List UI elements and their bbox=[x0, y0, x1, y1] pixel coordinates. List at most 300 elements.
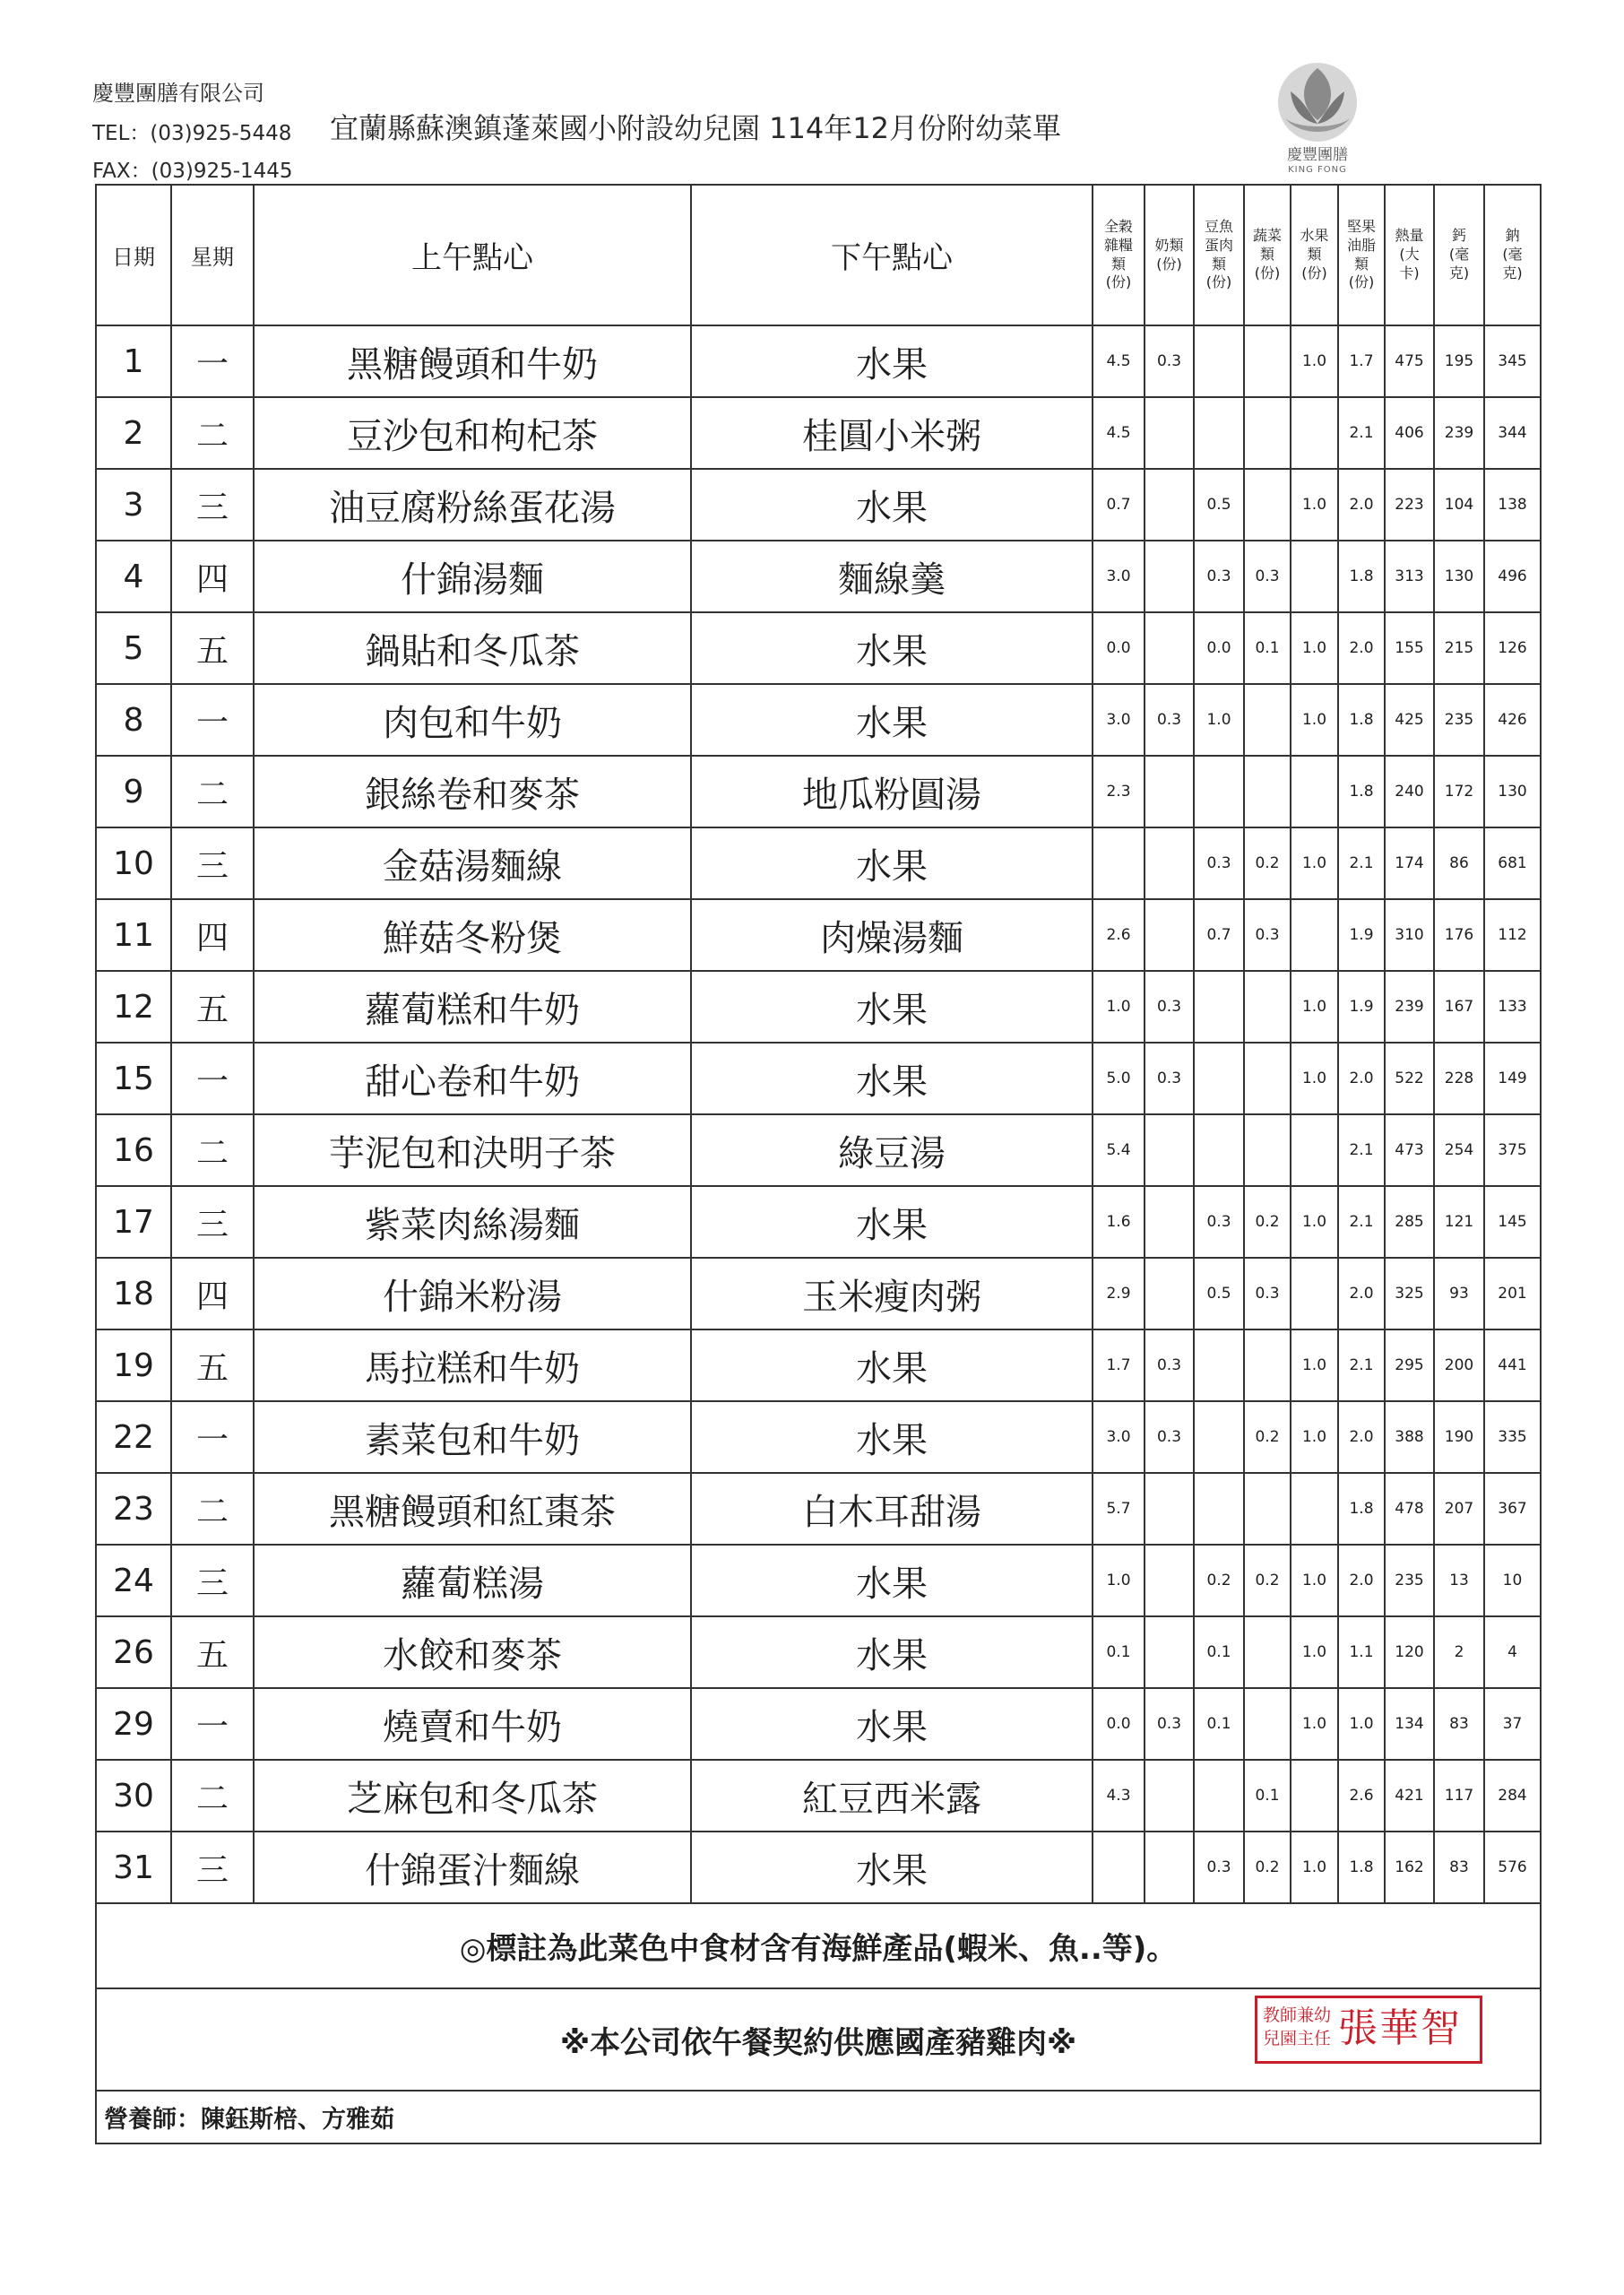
day-weekday: 一 bbox=[171, 1043, 254, 1114]
grains-servings: 0.1 bbox=[1093, 1616, 1145, 1688]
morning-snack: 油豆腐粉絲蛋花湯 bbox=[254, 469, 691, 541]
grains-servings: 5.0 bbox=[1093, 1043, 1145, 1114]
day-weekday: 五 bbox=[171, 971, 254, 1043]
protein-servings: 0.1 bbox=[1194, 1616, 1244, 1688]
day-date: 29 bbox=[96, 1688, 171, 1760]
grains-servings: 1.6 bbox=[1093, 1186, 1145, 1258]
calories-value: 235 bbox=[1385, 1545, 1434, 1616]
day-weekday: 一 bbox=[171, 1688, 254, 1760]
calcium-value: 104 bbox=[1434, 469, 1484, 541]
protein-servings bbox=[1194, 325, 1244, 397]
day-date: 22 bbox=[96, 1401, 171, 1473]
fruit-servings bbox=[1291, 899, 1338, 971]
grains-servings: 1.7 bbox=[1093, 1329, 1145, 1401]
fruit-servings: 1.0 bbox=[1291, 1545, 1338, 1616]
afternoon-snack: 水果 bbox=[691, 1043, 1093, 1114]
logo-english-name: KING FONG bbox=[1288, 165, 1347, 175]
calories-value: 285 bbox=[1385, 1186, 1434, 1258]
day-date: 31 bbox=[96, 1832, 171, 1903]
fruit-servings: 1.0 bbox=[1291, 325, 1338, 397]
morning-snack: 馬拉糕和牛奶 bbox=[254, 1329, 691, 1401]
dairy-servings bbox=[1145, 1545, 1194, 1616]
dairy-servings bbox=[1145, 541, 1194, 612]
grains-servings: 2.9 bbox=[1093, 1258, 1145, 1329]
vegetable-servings bbox=[1244, 971, 1291, 1043]
grains-servings: 2.6 bbox=[1093, 899, 1145, 971]
sodium-value: 426 bbox=[1484, 684, 1541, 756]
day-weekday: 四 bbox=[171, 1258, 254, 1329]
protein-servings: 0.7 bbox=[1194, 899, 1244, 971]
grains-servings: 1.0 bbox=[1093, 971, 1145, 1043]
nuts-oils-servings: 2.0 bbox=[1338, 1043, 1385, 1114]
vegetable-servings: 0.2 bbox=[1244, 1545, 1291, 1616]
afternoon-snack: 水果 bbox=[691, 325, 1093, 397]
day-date: 5 bbox=[96, 612, 171, 684]
afternoon-snack: 水果 bbox=[691, 827, 1093, 899]
day-date: 3 bbox=[96, 469, 171, 541]
fruit-servings: 1.0 bbox=[1291, 469, 1338, 541]
day-date: 12 bbox=[96, 971, 171, 1043]
menu-table bbox=[95, 184, 1542, 2144]
morning-snack: 鍋貼和冬瓜茶 bbox=[254, 612, 691, 684]
calories-value: 223 bbox=[1385, 469, 1434, 541]
table-row bbox=[96, 1329, 1541, 1401]
day-date: 1 bbox=[96, 325, 171, 397]
table-row bbox=[96, 541, 1541, 612]
calories-value: 310 bbox=[1385, 899, 1434, 971]
sodium-value: 133 bbox=[1484, 971, 1541, 1043]
nuts-oils-servings: 2.1 bbox=[1338, 1114, 1385, 1186]
fruit-servings bbox=[1291, 756, 1338, 827]
table-row bbox=[96, 684, 1541, 756]
protein-servings: 0.3 bbox=[1194, 1186, 1244, 1258]
table-row bbox=[96, 1401, 1541, 1473]
protein-servings bbox=[1194, 1401, 1244, 1473]
sodium-value: 441 bbox=[1484, 1329, 1541, 1401]
grains-servings bbox=[1093, 1832, 1145, 1903]
vegetable-servings bbox=[1244, 1473, 1291, 1545]
dairy-servings bbox=[1145, 756, 1194, 827]
day-date: 15 bbox=[96, 1043, 171, 1114]
calcium-value: 117 bbox=[1434, 1760, 1484, 1832]
calories-value: 478 bbox=[1385, 1473, 1434, 1545]
table-row bbox=[96, 1473, 1541, 1545]
vegetable-servings: 0.1 bbox=[1244, 612, 1291, 684]
calcium-value: 207 bbox=[1434, 1473, 1484, 1545]
morning-snack: 肉包和牛奶 bbox=[254, 684, 691, 756]
calories-value: 421 bbox=[1385, 1760, 1434, 1832]
afternoon-snack: 桂圓小米粥 bbox=[691, 397, 1093, 469]
day-weekday: 一 bbox=[171, 325, 254, 397]
afternoon-snack: 水果 bbox=[691, 469, 1093, 541]
table-row bbox=[96, 1760, 1541, 1832]
calories-value: 406 bbox=[1385, 397, 1434, 469]
table-row bbox=[96, 1114, 1541, 1186]
nuts-oils-servings: 2.1 bbox=[1338, 827, 1385, 899]
nuts-oils-servings: 1.0 bbox=[1338, 1688, 1385, 1760]
header-calories: 熱量 (大 卡) bbox=[1385, 185, 1434, 325]
sodium-value: 130 bbox=[1484, 756, 1541, 827]
day-weekday: 三 bbox=[171, 1832, 254, 1903]
fruit-servings: 1.0 bbox=[1291, 1043, 1338, 1114]
seafood-note: ◎標註為此菜色中食材含有海鮮產品(蝦米、魚..等)。 bbox=[96, 1903, 1541, 1988]
calories-value: 295 bbox=[1385, 1329, 1434, 1401]
morning-snack: 水餃和麥茶 bbox=[254, 1616, 691, 1688]
fruit-servings: 1.0 bbox=[1291, 1688, 1338, 1760]
table-row bbox=[96, 899, 1541, 971]
afternoon-snack: 水果 bbox=[691, 1401, 1093, 1473]
fruit-servings bbox=[1291, 397, 1338, 469]
vegetable-servings: 0.3 bbox=[1244, 899, 1291, 971]
table-row bbox=[96, 397, 1541, 469]
nuts-oils-servings: 2.0 bbox=[1338, 469, 1385, 541]
calories-value: 325 bbox=[1385, 1258, 1434, 1329]
fruit-servings bbox=[1291, 1760, 1338, 1832]
grains-servings: 3.0 bbox=[1093, 541, 1145, 612]
nuts-oils-servings: 1.8 bbox=[1338, 684, 1385, 756]
afternoon-snack: 水果 bbox=[691, 684, 1093, 756]
protein-servings: 1.0 bbox=[1194, 684, 1244, 756]
day-date: 2 bbox=[96, 397, 171, 469]
sodium-value: 284 bbox=[1484, 1760, 1541, 1832]
afternoon-snack: 玉米瘦肉粥 bbox=[691, 1258, 1093, 1329]
calcium-value: 239 bbox=[1434, 397, 1484, 469]
day-weekday: 一 bbox=[171, 1401, 254, 1473]
menu-title: 宜蘭縣蘇澳鎮蓬萊國小附設幼兒園 114年12月份附幼菜單 bbox=[330, 111, 1061, 145]
morning-snack: 燒賣和牛奶 bbox=[254, 1688, 691, 1760]
sodium-value: 335 bbox=[1484, 1401, 1541, 1473]
footer-dietitian-row bbox=[96, 2091, 1541, 2143]
afternoon-snack: 麵線羹 bbox=[691, 541, 1093, 612]
calcium-value: 93 bbox=[1434, 1258, 1484, 1329]
calories-value: 313 bbox=[1385, 541, 1434, 612]
calcium-value: 190 bbox=[1434, 1401, 1484, 1473]
calcium-value: 176 bbox=[1434, 899, 1484, 971]
nuts-oils-servings: 1.8 bbox=[1338, 541, 1385, 612]
grains-servings: 4.5 bbox=[1093, 325, 1145, 397]
calories-value: 134 bbox=[1385, 1688, 1434, 1760]
sodium-value: 344 bbox=[1484, 397, 1541, 469]
afternoon-snack: 水果 bbox=[691, 1832, 1093, 1903]
morning-snack: 芋泥包和決明子茶 bbox=[254, 1114, 691, 1186]
dairy-servings: 0.3 bbox=[1145, 1043, 1194, 1114]
day-weekday: 二 bbox=[171, 1760, 254, 1832]
sodium-value: 681 bbox=[1484, 827, 1541, 899]
protein-servings bbox=[1194, 756, 1244, 827]
vegetable-servings: 0.2 bbox=[1244, 827, 1291, 899]
vegetable-servings bbox=[1244, 1043, 1291, 1114]
table-row bbox=[96, 1616, 1541, 1688]
protein-servings bbox=[1194, 1043, 1244, 1114]
day-weekday: 四 bbox=[171, 541, 254, 612]
dairy-servings bbox=[1145, 469, 1194, 541]
calcium-value: 215 bbox=[1434, 612, 1484, 684]
table-header-row bbox=[96, 185, 1541, 325]
grains-servings: 2.3 bbox=[1093, 756, 1145, 827]
day-weekday: 二 bbox=[171, 1114, 254, 1186]
vegetable-servings: 0.2 bbox=[1244, 1832, 1291, 1903]
fruit-servings: 1.0 bbox=[1291, 1832, 1338, 1903]
day-weekday: 三 bbox=[171, 1545, 254, 1616]
sodium-value: 10 bbox=[1484, 1545, 1541, 1616]
header-protein: 豆魚 蛋肉 類 (份) bbox=[1194, 185, 1244, 325]
vegetable-servings bbox=[1244, 397, 1291, 469]
dairy-servings: 0.3 bbox=[1145, 1688, 1194, 1760]
sodium-value: 201 bbox=[1484, 1258, 1541, 1329]
day-weekday: 一 bbox=[171, 684, 254, 756]
nuts-oils-servings: 2.0 bbox=[1338, 1545, 1385, 1616]
calories-value: 522 bbox=[1385, 1043, 1434, 1114]
table-row bbox=[96, 1545, 1541, 1616]
nuts-oils-servings: 1.9 bbox=[1338, 899, 1385, 971]
sodium-value: 126 bbox=[1484, 612, 1541, 684]
afternoon-snack: 紅豆西米露 bbox=[691, 1760, 1093, 1832]
stamp-name: 張華智 bbox=[1338, 2005, 1462, 2051]
footer-seafood-row bbox=[96, 1903, 1541, 1988]
calories-value: 388 bbox=[1385, 1401, 1434, 1473]
logo-name: 慶豐團膳 bbox=[1287, 146, 1348, 164]
protein-servings bbox=[1194, 1473, 1244, 1545]
grains-servings: 0.0 bbox=[1093, 612, 1145, 684]
protein-servings: 0.1 bbox=[1194, 1688, 1244, 1760]
header-vegetables: 蔬菜 類 (份) bbox=[1244, 185, 1291, 325]
grains-servings: 4.3 bbox=[1093, 1760, 1145, 1832]
nuts-oils-servings: 1.1 bbox=[1338, 1616, 1385, 1688]
sodium-value: 37 bbox=[1484, 1688, 1541, 1760]
vegetable-servings bbox=[1244, 1329, 1291, 1401]
fruit-servings: 1.0 bbox=[1291, 1186, 1338, 1258]
afternoon-snack: 水果 bbox=[691, 1545, 1093, 1616]
calories-value: 162 bbox=[1385, 1832, 1434, 1903]
dairy-servings bbox=[1145, 1616, 1194, 1688]
sodium-value: 4 bbox=[1484, 1616, 1541, 1688]
calcium-value: 2 bbox=[1434, 1616, 1484, 1688]
vegetable-servings bbox=[1244, 325, 1291, 397]
nuts-oils-servings: 1.8 bbox=[1338, 1832, 1385, 1903]
protein-servings: 0.5 bbox=[1194, 1258, 1244, 1329]
sodium-value: 149 bbox=[1484, 1043, 1541, 1114]
day-date: 24 bbox=[96, 1545, 171, 1616]
dairy-servings bbox=[1145, 1760, 1194, 1832]
calories-value: 475 bbox=[1385, 325, 1434, 397]
calcium-value: 86 bbox=[1434, 827, 1484, 899]
day-date: 9 bbox=[96, 756, 171, 827]
calcium-value: 13 bbox=[1434, 1545, 1484, 1616]
dairy-servings bbox=[1145, 1114, 1194, 1186]
vegetable-servings bbox=[1244, 684, 1291, 756]
day-weekday: 三 bbox=[171, 469, 254, 541]
calcium-value: 172 bbox=[1434, 756, 1484, 827]
afternoon-snack: 水果 bbox=[691, 1688, 1093, 1760]
protein-servings: 0.5 bbox=[1194, 469, 1244, 541]
protein-servings: 0.3 bbox=[1194, 541, 1244, 612]
day-date: 23 bbox=[96, 1473, 171, 1545]
table-row bbox=[96, 1258, 1541, 1329]
fruit-servings bbox=[1291, 1258, 1338, 1329]
grains-servings: 4.5 bbox=[1093, 397, 1145, 469]
sodium-value: 367 bbox=[1484, 1473, 1541, 1545]
day-weekday: 五 bbox=[171, 612, 254, 684]
company-tel: TEL：(03)925-5448 bbox=[92, 122, 292, 145]
calcium-value: 195 bbox=[1434, 325, 1484, 397]
day-date: 8 bbox=[96, 684, 171, 756]
morning-snack: 黑糖饅頭和牛奶 bbox=[254, 325, 691, 397]
morning-snack: 鮮菇冬粉煲 bbox=[254, 899, 691, 971]
afternoon-snack: 水果 bbox=[691, 1186, 1093, 1258]
grains-servings: 3.0 bbox=[1093, 684, 1145, 756]
dairy-servings bbox=[1145, 899, 1194, 971]
sodium-value: 375 bbox=[1484, 1114, 1541, 1186]
header-afternoon-snack: 下午點心 bbox=[691, 185, 1093, 325]
morning-snack: 什錦米粉湯 bbox=[254, 1258, 691, 1329]
fruit-servings: 1.0 bbox=[1291, 612, 1338, 684]
fruit-servings: 1.0 bbox=[1291, 1616, 1338, 1688]
header-weekday: 星期 bbox=[171, 185, 254, 325]
nuts-oils-servings: 2.0 bbox=[1338, 1258, 1385, 1329]
morning-snack: 芝麻包和冬瓜茶 bbox=[254, 1760, 691, 1832]
protein-servings bbox=[1194, 397, 1244, 469]
day-weekday: 二 bbox=[171, 397, 254, 469]
table-row bbox=[96, 1043, 1541, 1114]
calories-value: 155 bbox=[1385, 612, 1434, 684]
nuts-oils-servings: 2.1 bbox=[1338, 397, 1385, 469]
morning-snack: 黑糖饅頭和紅棗茶 bbox=[254, 1473, 691, 1545]
grains-servings: 0.0 bbox=[1093, 1688, 1145, 1760]
sodium-value: 496 bbox=[1484, 541, 1541, 612]
protein-servings: 0.3 bbox=[1194, 827, 1244, 899]
table-row bbox=[96, 612, 1541, 684]
table-row bbox=[96, 325, 1541, 397]
nuts-oils-servings: 1.7 bbox=[1338, 325, 1385, 397]
calories-value: 425 bbox=[1385, 684, 1434, 756]
day-date: 10 bbox=[96, 827, 171, 899]
dairy-servings: 0.3 bbox=[1145, 684, 1194, 756]
fruit-servings: 1.0 bbox=[1291, 1401, 1338, 1473]
morning-snack: 什錦湯麵 bbox=[254, 541, 691, 612]
calcium-value: 121 bbox=[1434, 1186, 1484, 1258]
table-row bbox=[96, 971, 1541, 1043]
grains-servings: 5.7 bbox=[1093, 1473, 1145, 1545]
vegetable-servings bbox=[1244, 756, 1291, 827]
dairy-servings bbox=[1145, 827, 1194, 899]
vegetable-servings bbox=[1244, 1688, 1291, 1760]
calcium-value: 130 bbox=[1434, 541, 1484, 612]
header-dairy: 奶類 (份) bbox=[1145, 185, 1194, 325]
dairy-servings bbox=[1145, 1186, 1194, 1258]
afternoon-snack: 水果 bbox=[691, 1329, 1093, 1401]
protein-servings bbox=[1194, 1329, 1244, 1401]
sodium-value: 345 bbox=[1484, 325, 1541, 397]
vegetable-servings: 0.1 bbox=[1244, 1760, 1291, 1832]
header-nuts-oils: 堅果 油脂 類 (份) bbox=[1338, 185, 1385, 325]
vegetable-servings bbox=[1244, 1114, 1291, 1186]
sodium-value: 112 bbox=[1484, 899, 1541, 971]
calcium-value: 235 bbox=[1434, 684, 1484, 756]
sodium-value: 138 bbox=[1484, 469, 1541, 541]
day-date: 26 bbox=[96, 1616, 171, 1688]
dairy-servings: 0.3 bbox=[1145, 1329, 1194, 1401]
dairy-servings: 0.3 bbox=[1145, 971, 1194, 1043]
table-row bbox=[96, 827, 1541, 899]
dairy-servings bbox=[1145, 612, 1194, 684]
day-date: 16 bbox=[96, 1114, 171, 1186]
nuts-oils-servings: 2.1 bbox=[1338, 1186, 1385, 1258]
nuts-oils-servings: 1.8 bbox=[1338, 756, 1385, 827]
day-weekday: 四 bbox=[171, 899, 254, 971]
calories-value: 174 bbox=[1385, 827, 1434, 899]
day-weekday: 三 bbox=[171, 1186, 254, 1258]
day-weekday: 五 bbox=[171, 1329, 254, 1401]
nuts-oils-servings: 2.0 bbox=[1338, 612, 1385, 684]
dairy-servings bbox=[1145, 397, 1194, 469]
nuts-oils-servings: 2.1 bbox=[1338, 1329, 1385, 1401]
table-row bbox=[96, 1186, 1541, 1258]
nuts-oils-servings: 1.9 bbox=[1338, 971, 1385, 1043]
vegetable-servings bbox=[1244, 469, 1291, 541]
afternoon-snack: 水果 bbox=[691, 612, 1093, 684]
fruit-servings: 1.0 bbox=[1291, 827, 1338, 899]
calcium-value: 83 bbox=[1434, 1688, 1484, 1760]
morning-snack: 豆沙包和枸杞茶 bbox=[254, 397, 691, 469]
day-date: 18 bbox=[96, 1258, 171, 1329]
grains-servings: 3.0 bbox=[1093, 1401, 1145, 1473]
afternoon-snack: 水果 bbox=[691, 971, 1093, 1043]
protein-servings: 0.0 bbox=[1194, 612, 1244, 684]
fruit-servings bbox=[1291, 1473, 1338, 1545]
grains-servings: 5.4 bbox=[1093, 1114, 1145, 1186]
calories-value: 239 bbox=[1385, 971, 1434, 1043]
morning-snack: 甜心卷和牛奶 bbox=[254, 1043, 691, 1114]
morning-snack: 銀絲卷和麥茶 bbox=[254, 756, 691, 827]
morning-snack: 素菜包和牛奶 bbox=[254, 1401, 691, 1473]
fruit-servings: 1.0 bbox=[1291, 1329, 1338, 1401]
company-name: 慶豐團膳有限公司 bbox=[92, 81, 264, 106]
table-row bbox=[96, 469, 1541, 541]
day-date: 11 bbox=[96, 899, 171, 971]
afternoon-snack: 地瓜粉圓湯 bbox=[691, 756, 1093, 827]
protein-servings: 0.3 bbox=[1194, 1832, 1244, 1903]
day-date: 30 bbox=[96, 1760, 171, 1832]
protein-servings bbox=[1194, 1760, 1244, 1832]
company-fax: FAX：(03)925-1445 bbox=[92, 160, 293, 183]
calories-value: 240 bbox=[1385, 756, 1434, 827]
afternoon-snack: 綠豆湯 bbox=[691, 1114, 1093, 1186]
vegetable-servings bbox=[1244, 1616, 1291, 1688]
calcium-value: 228 bbox=[1434, 1043, 1484, 1114]
header-sodium: 鈉 (毫 克) bbox=[1484, 185, 1541, 325]
grains-servings bbox=[1093, 827, 1145, 899]
vegetable-servings: 0.3 bbox=[1244, 541, 1291, 612]
protein-servings: 0.2 bbox=[1194, 1545, 1244, 1616]
grains-servings: 0.7 bbox=[1093, 469, 1145, 541]
day-weekday: 二 bbox=[171, 756, 254, 827]
calories-value: 120 bbox=[1385, 1616, 1434, 1688]
fruit-servings bbox=[1291, 1114, 1338, 1186]
afternoon-snack: 水果 bbox=[691, 1616, 1093, 1688]
day-date: 19 bbox=[96, 1329, 171, 1401]
fruit-servings: 1.0 bbox=[1291, 684, 1338, 756]
calcium-value: 83 bbox=[1434, 1832, 1484, 1903]
day-date: 17 bbox=[96, 1186, 171, 1258]
table-row bbox=[96, 1832, 1541, 1903]
afternoon-snack: 白木耳甜湯 bbox=[691, 1473, 1093, 1545]
meat-note: ※本公司依午餐契約供應國產豬雞肉※ bbox=[96, 1988, 1541, 2091]
grains-servings: 1.0 bbox=[1093, 1545, 1145, 1616]
protein-servings bbox=[1194, 1114, 1244, 1186]
day-weekday: 二 bbox=[171, 1473, 254, 1545]
dairy-servings bbox=[1145, 1473, 1194, 1545]
morning-snack: 金菇湯麵線 bbox=[254, 827, 691, 899]
